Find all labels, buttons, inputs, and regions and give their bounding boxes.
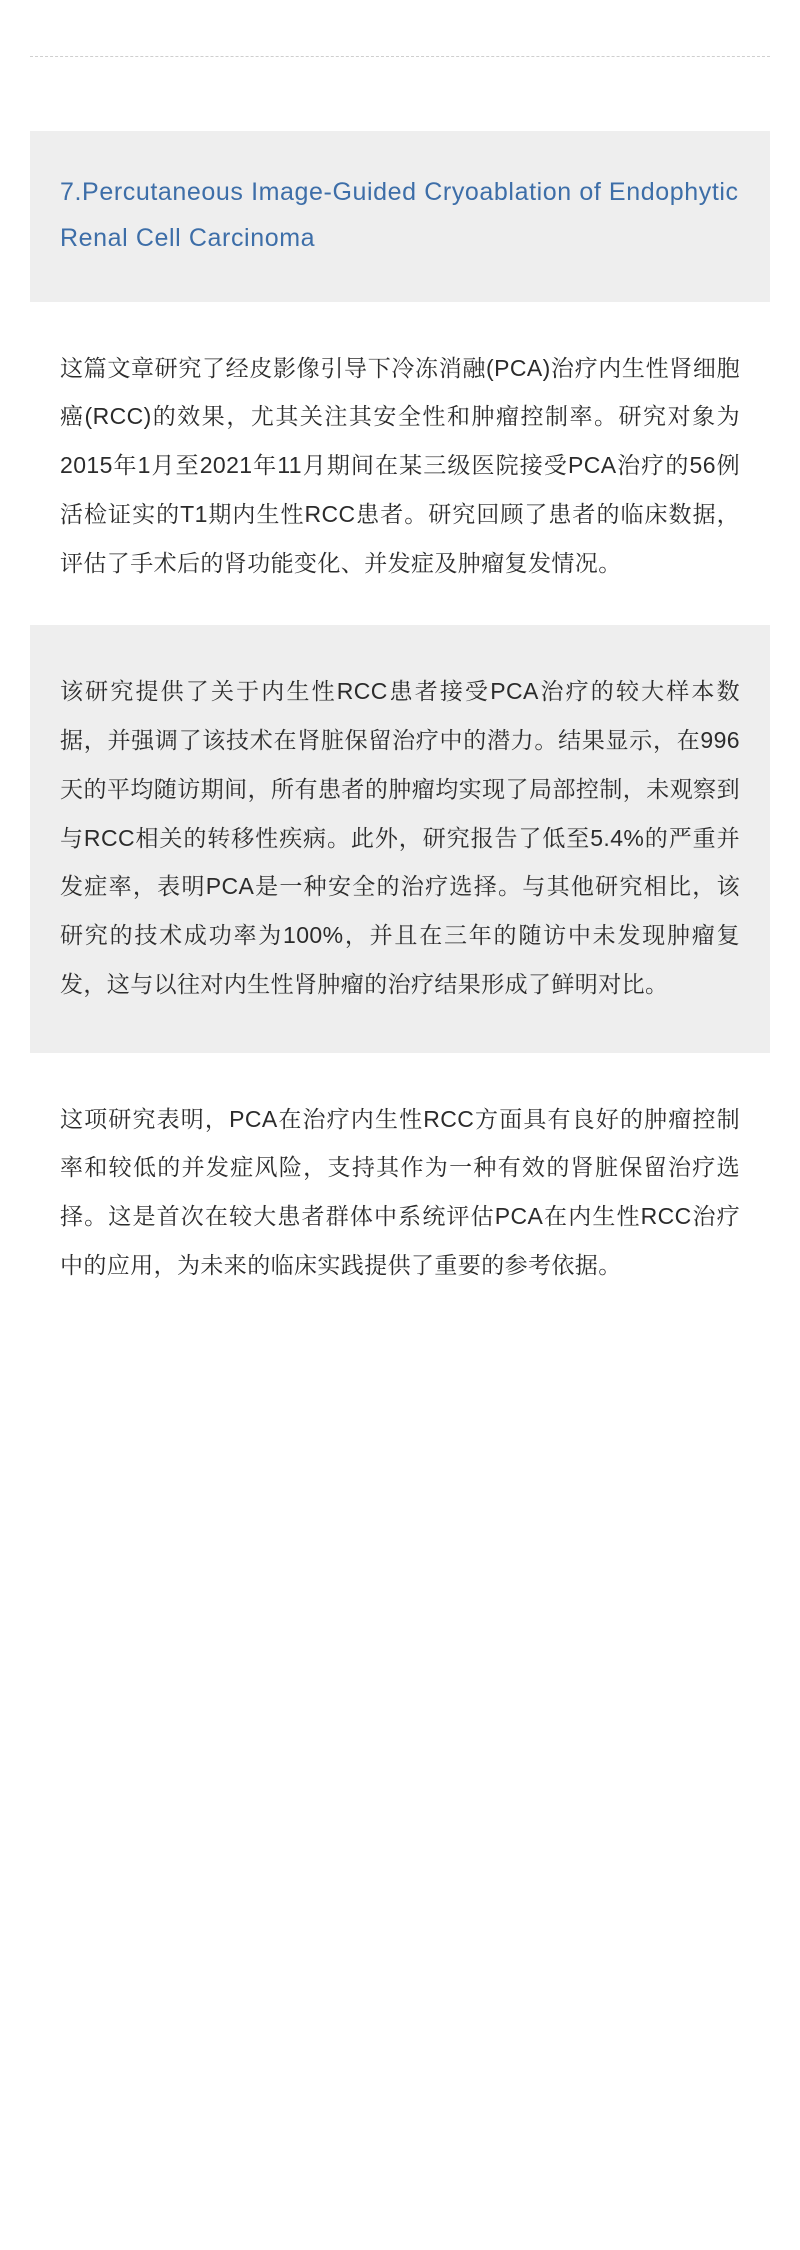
page-title: 7.Percutaneous Image-Guided Cryoablation of Endophytic Renal Cell Carcinoma bbox=[60, 178, 739, 253]
paragraph-2: 该研究提供了关于内生性RCC患者接受PCA治疗的较大样本数据，并强调了该技术在肾脏保留治疗中的潜力。结果显示，在996天的平均随访期间，所有患者的肿瘤均实现了局部控制，未观察到与RCC相关的转移性疾病。此外，研究报告了低至5.4%的严重并发症率，表明PCA是一种安全的治疗选择。与其他研究相比，该研究的技术成功率为100%，并且在三年的随访中未发现肿瘤复发，这与以往对内生性肾肿瘤的治疗结果形成了鲜明对比。 bbox=[30, 625, 770, 1052]
section-divider bbox=[30, 56, 770, 57]
article-title-block bbox=[30, 131, 770, 302]
paragraph-1: 这篇文章研究了经皮影像引导下冷冻消融(PCA)治疗内生性肾细胞癌(RCC)的效果，尤其关注其安全性和肿瘤控制率。研究对象为2015年1月至2021年11月期间在某三级医院接受PCA治疗的56例活检证实的T1期内生性RCC患者。研究回顾了患者的临床数据，评估了手术后的肾功能变化、并发症及肿瘤复发情况。 bbox=[60, 354, 740, 576]
article-page bbox=[0, 56, 800, 2250]
paragraph-3: 这项研究表明，PCA在治疗内生性RCC方面具有良好的肿瘤控制率和较低的并发症风险，支持其作为一种有效的肾脏保留治疗选择。这是首次在较大患者群体中系统评估PCA在内生性RCC治疗中的应用，为未来的临床实践提供了重要的参考依据。 bbox=[60, 1105, 740, 1278]
article-body bbox=[30, 131, 770, 1350]
